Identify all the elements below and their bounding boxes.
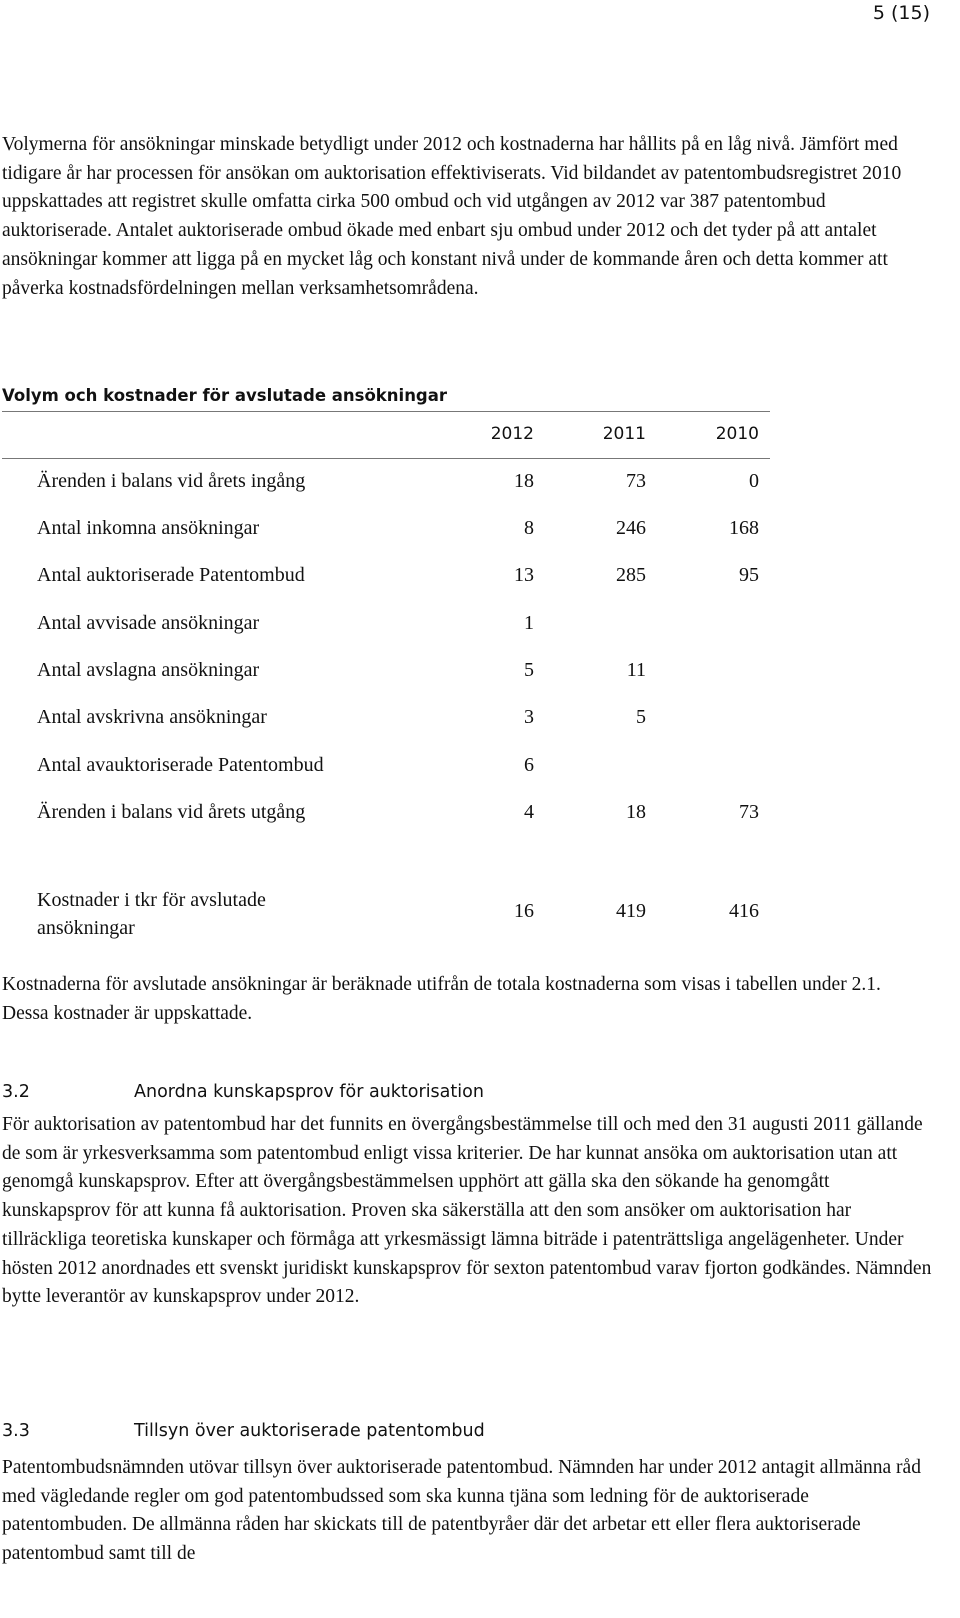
cell-2012: 16 [514,900,534,922]
table-row [0,706,780,746]
row-label: Antal avvisade ansökningar [37,612,260,634]
table-title: Volym och kostnader för avslutade ansökningar [2,386,448,405]
table-row [0,801,780,841]
row-label: Antal avskrivna ansökningar [37,706,267,728]
cell-2010: 73 [739,801,759,823]
table-row [0,612,780,652]
cell-2012: 13 [514,564,534,586]
row-label: Antal inkomna ansökningar [37,517,260,539]
cell-2012: 6 [524,754,534,776]
table-top-rule [2,411,770,412]
page-number: 5 (15) [872,2,930,24]
column-header-2010: 2010 [715,424,759,444]
cell-2012: 4 [524,801,534,823]
column-header-2012: 2012 [490,424,534,444]
table-row [0,470,780,510]
cell-2010: 416 [729,900,759,922]
cell-2011: 246 [616,517,646,539]
row-label: Antal auktoriserade Patentombud [37,564,305,586]
cell-2011: 73 [626,470,646,492]
row-label: Kostnader i tkr för avslutade ansökningar [37,889,266,939]
section-number: 3.3 [2,1421,30,1441]
section-3-3-paragraph: Patentombudsnämnden utövar tillsyn över auktoriserade patentombud. Nämnden har under 2012 antagit allmänna råd med vägledande regler om god patentombudssed som ska kunna tjäna som ledning för de auktoriserade patentombuden. De allmänna råden har skickats till de patentbyråer där det arbetar ett eller flera auktoriserade patentombud samt till de [2,1457,921,1565]
cell-2011: 5 [636,706,646,728]
cell-2012: 1 [524,612,534,634]
table-header-rule [2,458,770,459]
row-label: Antal avslagna ansökningar [37,659,260,681]
section-title: Tillsyn över auktoriserade patentombud [134,1421,485,1441]
column-header-2011: 2011 [602,424,646,444]
cell-2010: 95 [739,564,759,586]
note-paragraph: Kostnaderna för avslutade ansökningar är beräknade utifrån de totala kostnaderna som visas i tabellen under 2.1. Dessa kostnader är uppskattade. [2,974,881,1024]
intro-paragraph: Volymerna för ansökningar minskade betydligt under 2012 och kostnaderna har hållits på en låg nivå. Jämfört med tidigare år har processen för ansökan om auktorisation effektiviserats. Vid bildandet av patentombudsregistret 2010 uppskattades att registret skulle omfatta cirka 500 ombud och vid utgången av 2012 var 387 patentombud auktoriserade. Antalet auktoriserade ombud ökade med enbart sju ombud under 2012 och det tyder på att antalet ansökningar kommer att ligga på en mycket låg och konstant nivå under de kommande åren och detta kommer att påverka kostnadsfördelningen mellan verksamhetsområdena. [2,134,902,299]
section-number: 3.2 [2,1082,30,1102]
cell-2011: 18 [626,801,646,823]
table-row [0,754,780,794]
section-3-2-paragraph: För auktorisation av patentombud har det funnits en övergångsbestämmelse till och med den 31 augusti 2011 gällande de som är yrkesverksamma som patentombud enligt vissa kriterier. De har kunnat ansöka om auktorisation utan att genomgå kunskapsprov. Efter att övergångsbestämmelsen upphört att gälla ska den sökande ha genomgått kunskapsprov för att kunna få auktorisation. Proven ska säkerställa att den som ansöker om auktorisation har tillräckliga teoretiska kunskaper och förmåga att yrkesmässigt lämna biträde i patenträttsliga angelägenheter. Under hösten 2012 anordnades ett svenskt juridiskt kunskapsprov för sexton patentombud varav fjorton godkändes. Nämnden bytte leverantör av kunskapsprov under 2012. [2,1114,932,1308]
cell-2012: 3 [524,706,534,728]
table-row [0,564,780,604]
section-title: Anordna kunskapsprov för auktorisation [134,1082,484,1102]
row-label: Ärenden i balans vid årets utgång [37,801,306,823]
table-row-costs [0,886,780,946]
table-row [0,517,780,557]
cell-2010: 168 [729,517,759,539]
cell-2010: 0 [749,470,759,492]
row-label: Antal avauktoriserade Patentombud [37,754,324,776]
cell-2011: 11 [626,659,646,681]
cell-2011: 285 [616,564,646,586]
table-row [0,659,780,699]
cell-2012: 8 [524,517,534,539]
cell-2012: 18 [514,470,534,492]
row-label: Ärenden i balans vid årets ingång [37,470,306,492]
cell-2012: 5 [524,659,534,681]
section-heading-3-3 [2,1421,485,1441]
cell-2011: 419 [616,900,646,922]
section-heading-3-2 [2,1082,484,1102]
